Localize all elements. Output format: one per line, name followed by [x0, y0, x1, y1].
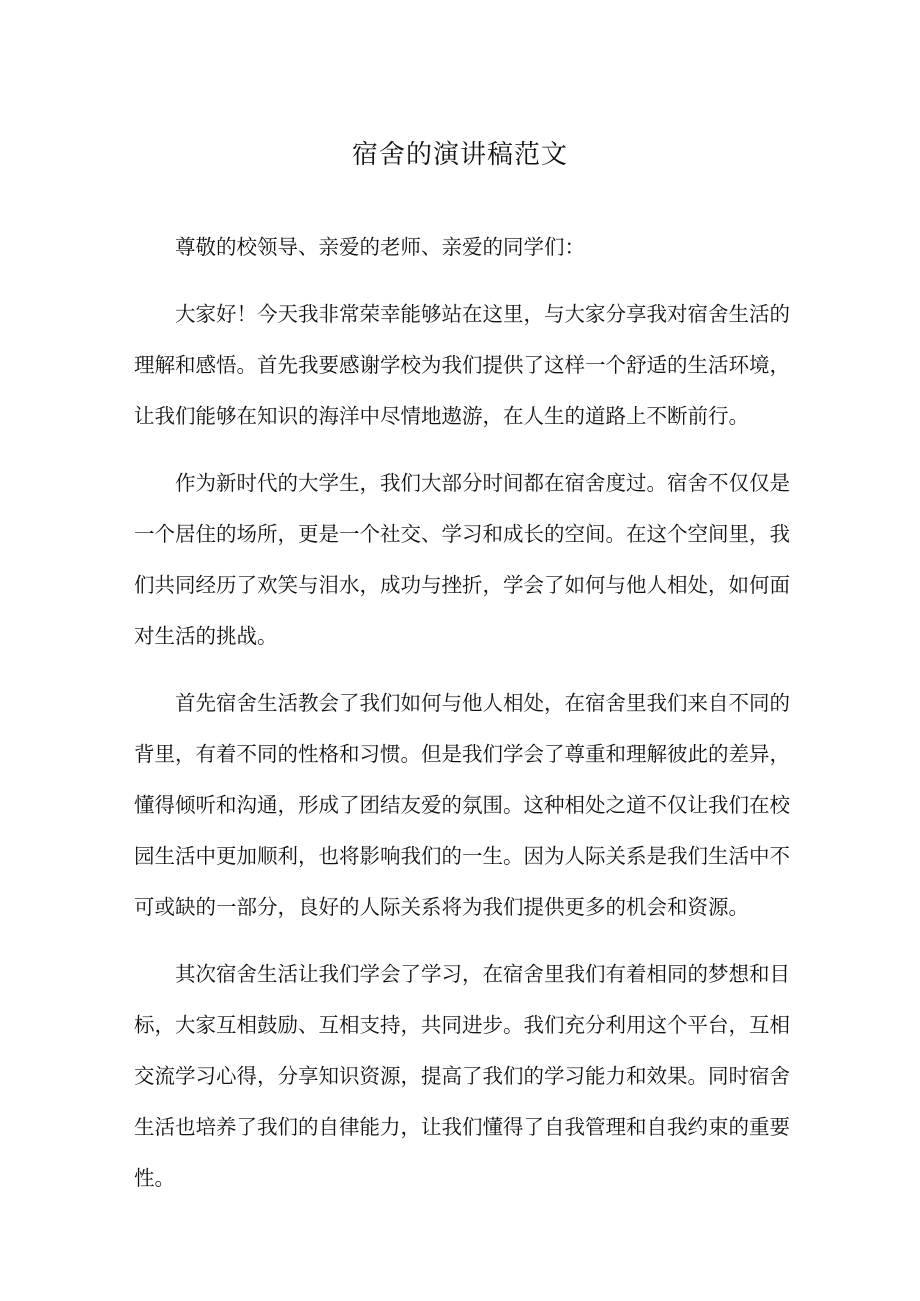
- paragraph-greeting: 尊敬的校领导、亲爱的老师、亲爱的同学们：: [175, 235, 585, 259]
- paragraph-learning: 其次宿舍生活让我们学会了学习，在宿舍里我们有着相同的梦想和目标，大家互相鼓励、互相支持，共同进步。我们充分利用这个平台，互相交流学习心得，分享知识资源，提高了我们的学习能力和效果。同时宿舍生活也培养了我们的自律能力，让我们懂得了自我管理和自我约束的重要性。: [134, 962, 790, 1190]
- document-body: [134, 222, 790, 1220]
- paragraph-opening: 大家好！今天我非常荣幸能够站在这里，与大家分享我对宿舍生活的理解和感悟。首先我要感谢学校为我们提供了这样一个舒适的生活环境，让我们能够在知识的海洋中尽情地遨游，在人生的道路上不断前行。: [134, 302, 790, 428]
- paragraph-dorm-role: 作为新时代的大学生，我们大部分时间都在宿舍度过。宿舍不仅仅是一个居住的场所，更是一个社交、学习和成长的空间。在这个空间里，我们共同经历了欢笑与泪水，成功与挫折，学会了如何与他人相处，如何面对生活的挑战。: [134, 471, 790, 648]
- document-title: 宿舍的演讲稿范文: [351, 140, 568, 170]
- paragraph-getting-along: 首先宿舍生活教会了我们如何与他人相处，在宿舍里我们来自不同的背里，有着不同的性格和习惯。但是我们学会了尊重和理解彼此的差异，懂得倾听和沟通，形成了团结友爱的氛围。这种相处之道不仅让我们在校园生活中更加顺利，也将影响我们的一生。因为人际关系是我们生活中不可或缺的一部分，良好的人际关系将为我们提供更多的机会和资源。: [134, 691, 790, 919]
